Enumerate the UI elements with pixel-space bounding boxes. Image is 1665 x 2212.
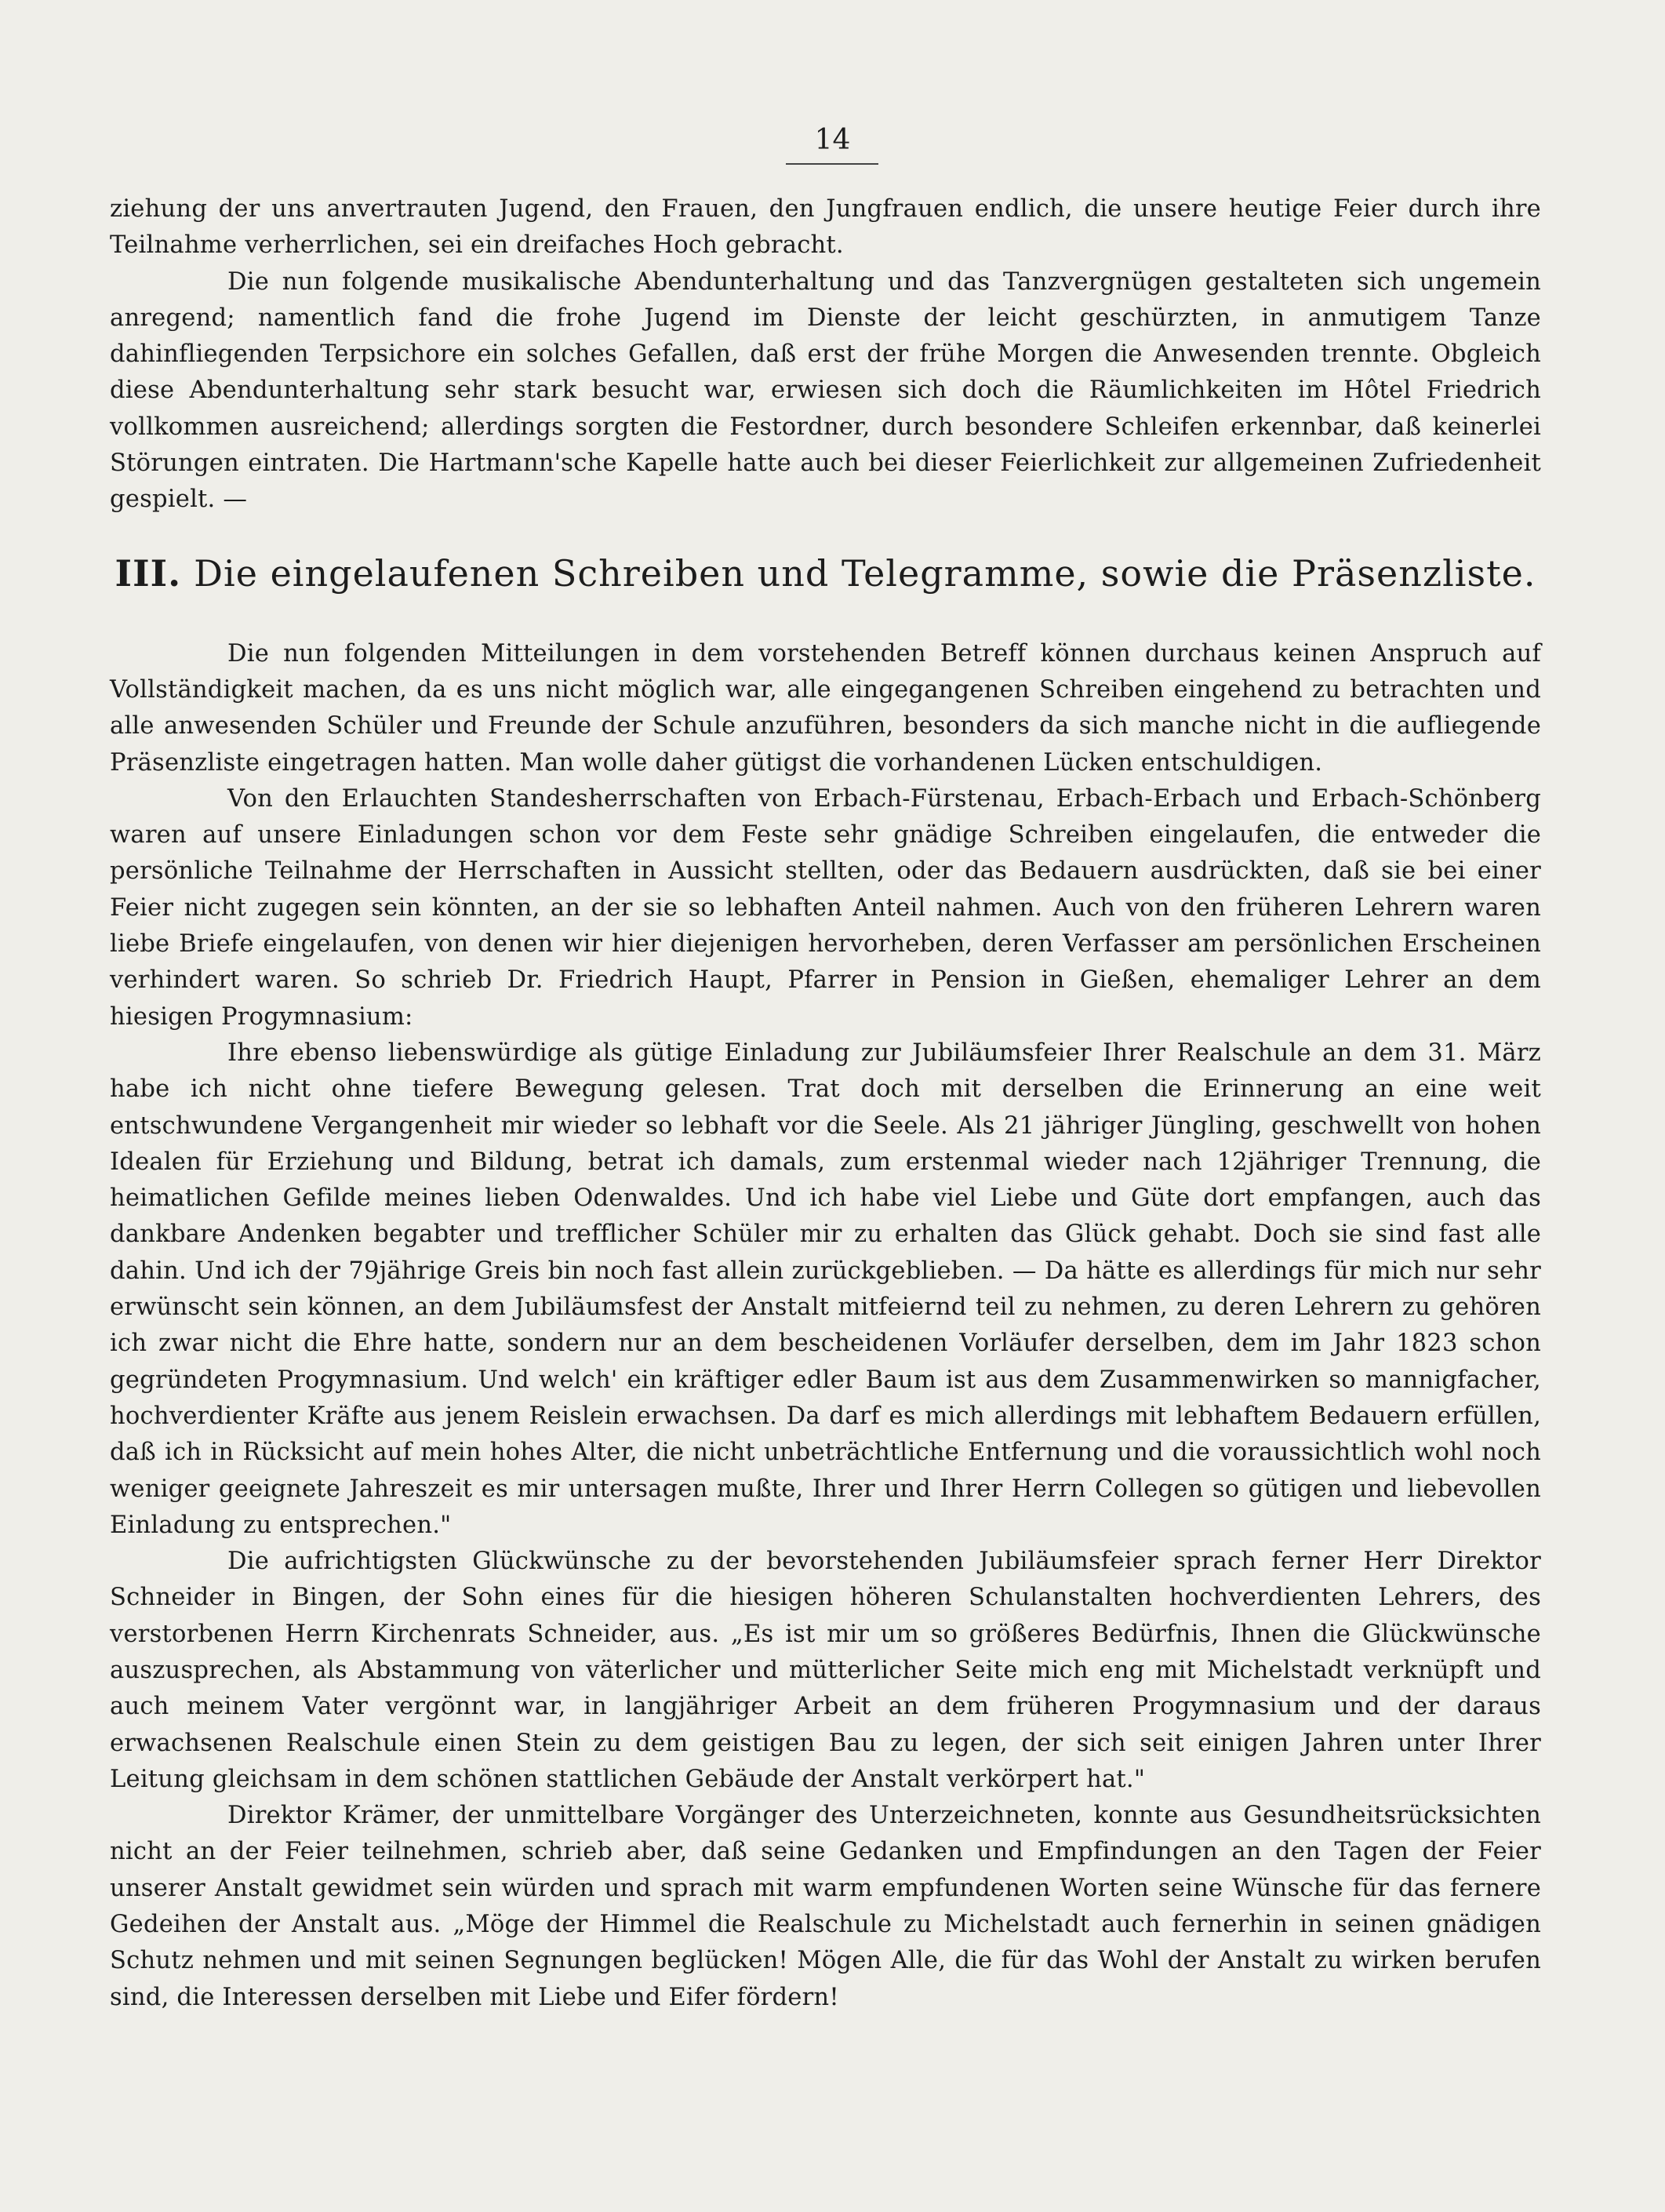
section-heading	[110, 551, 1541, 595]
paragraph-evening-entertainment: Die nun folgende musikalische Abendunterhaltung und das Tanzvergnügen gestalteten sich ungemein anregend; namentlich fand die frohe Jugend im Dienste der leicht geschürzten, in anmutigem Tanze dahinfliegenden Terpsichore ein solches Gefallen, daß erst der frühe Morgen die Anwesenden trennte. Obgleich diese Abendunterhaltung sehr stark besucht war, erwiesen sich doch die Räumlichkeiten im Hôtel Friedrich vollkommen ausreichend; allerdings sorgten die Festordner, durch besondere Schleifen erkennbar, daß keinerlei Störungen eintraten. Die Hartmann'sche Kapelle hatte auch bei dieser Feierlichkeit zur allgemeinen Zufriedenheit gespielt. —	[110, 267, 1541, 514]
paragraph-letter-haupt: Ihre ebenso liebenswürdige als gütige Einladung zur Jubiläumsfeier Ihrer Realschule an dem 31. März habe ich nicht ohne tiefere Bewegung gelesen. Trat doch mit derselben die Erinnerung an eine weit entschwundene Vergangenheit mir wieder so lebhaft vor die Seele. Als 21 jähriger Jüngling, geschwellt von hohen Idealen für Erziehung und Bildung, betrat ich damals, zum erstenmal wieder nach 12jähriger Trennung, die heimatlichen Gefilde meines lieben Odenwaldes. Und ich habe viel Liebe und Güte dort empfangen, auch das dankbare Andenken begabter und trefflicher Schüler mir zu erhalten das Glück gehabt. Doch sie sind fast alle dahin. Und ich der 79jährige Greis bin noch fast allein zurückgeblieben. — Da hätte es allerdings für mich nur sehr erwünscht sein können, an dem Jubiläumsfest der Anstalt mitfeiernd teil zu nehmen, zu deren Lehrern zu gehören ich zwar nicht die Ehre hatte, sondern nur an dem bescheidenen Vorläufer derselben, dem im Jahr 1823 schon gegründeten Progymnasium. Und welch' ein kräftiger edler Baum ist aus dem Zusammenwirken so mannigfacher, hochverdienter Kräfte aus jenem Reislein erwachsen. Da darf es mich allerdings mit lebhaftem Bedauern erfüllen, daß ich in Rücksicht auf mein hohes Alter, die nicht unbeträchtliche Entfernung und die voraussichtlich wohl noch weniger geeignete Jahreszeit es mir untersagen mußte, Ihrer und Ihrer Herrn Collegen so gütigen und liebevollen Einladung zu entsprechen."	[110, 1039, 1541, 1539]
paragraph-standesherrschaften: Von den Erlauchten Standesherrschaften von Erbach-Fürstenau, Erbach-Erbach und Erbach-Schönberg waren auf unsere Einladungen schon vor dem Feste sehr gnädige Schreiben eingelaufen, die entweder die persönliche Teilnahme der Herrschaften in Aussicht stellten, oder das Bedauern ausdrückten, daß sie bei einer Feier nicht zugegen sein könnten, an der sie so lebhaften Anteil nahmen. Auch von den früheren Lehrern waren liebe Briefe eingelaufen, von denen wir hier diejenigen hervorheben, deren Verfasser am persönlichen Erscheinen verhindert waren. So schrieb Dr. Friedrich Haupt, Pfarrer in Pension in Gießen, ehemaliger Lehrer an dem hiesigen Progymnasium:	[110, 784, 1541, 1031]
paragraph-letter-kraemer: Direktor Krämer, der unmittelbare Vorgänger des Unterzeichneten, konnte aus Gesundheitsrücksichten nicht an der Feier teilnehmen, schrieb aber, daß seine Gedanken und Empfindungen an den Tagen der Feier unserer Anstalt gewidmet sein würden und sprach mit warm empfundenen Worten seine Wünsche für das fernere Gedeihen der Anstalt aus. „Möge der Himmel die Realschule zu Michelstadt auch fernerhin in seinen gnädigen Schutz nehmen und mit seinen Segnungen beglücken! Mögen Alle, die für das Wohl der Anstalt zu wirken berufen sind, die Interessen derselben mit Liebe und Eifer fördern!	[110, 1802, 1541, 2011]
section-numeral: III.	[115, 551, 182, 595]
page-body	[110, 191, 1541, 2016]
page-number-rule	[786, 163, 878, 165]
paragraph-letter-schneider: Die aufrichtigsten Glückwünsche zu der bevorstehenden Jubiläumsfeier sprach ferner Herr Direktor Schneider in Bingen, der Sohn eines für die hiesigen höheren Schulanstalten hochverdienten Lehrers, des verstorbenen Herrn Kirchenrats Schneider, aus. „Es ist mir um so größeres Bedürfnis, Ihnen die Glückwünsche auszusprechen, als Abstammung von väterlicher und mütterlicher Seite mich eng mit Michelstadt verknüpft und auch meinem Vater vergönnt war, in langjähriger Arbeit an dem früheren Progymnasium und der daraus erwachsenen Realschule einen Stein zu dem geistigen Bau zu legen, der sich seit einigen Jahren unter Ihrer Leitung gleichsam in dem schönen stattlichen Gebäude der Anstalt verkörpert hat."	[110, 1548, 1541, 1793]
page-number: 14	[814, 124, 851, 156]
paragraph-continuation: ziehung der uns anvertrauten Jugend, den Frauen, den Jungfrauen endlich, die unsere heutige Feier durch ihre Teilnahme verherrlichen, sei ein dreifaches Hoch gebracht.	[110, 195, 1541, 260]
section-title: Die eingelaufenen Schreiben und Telegramme, sowie die Präsenzliste.	[194, 551, 1536, 595]
paragraph-intro: Die nun folgenden Mitteilungen in dem vorstehenden Betreff können durchaus keinen Anspruch auf Vollständigkeit machen, da es uns nicht möglich war, alle eingegangenen Schreiben eingehend zu betrachten und alle anwesenden Schüler und Freunde der Schule anzuführen, besonders da sich manche nicht in die aufliegende Präsenzliste eingetragen hatten. Man wolle daher gütigst die vorhandenen Lücken entschuldigen.	[110, 639, 1541, 777]
